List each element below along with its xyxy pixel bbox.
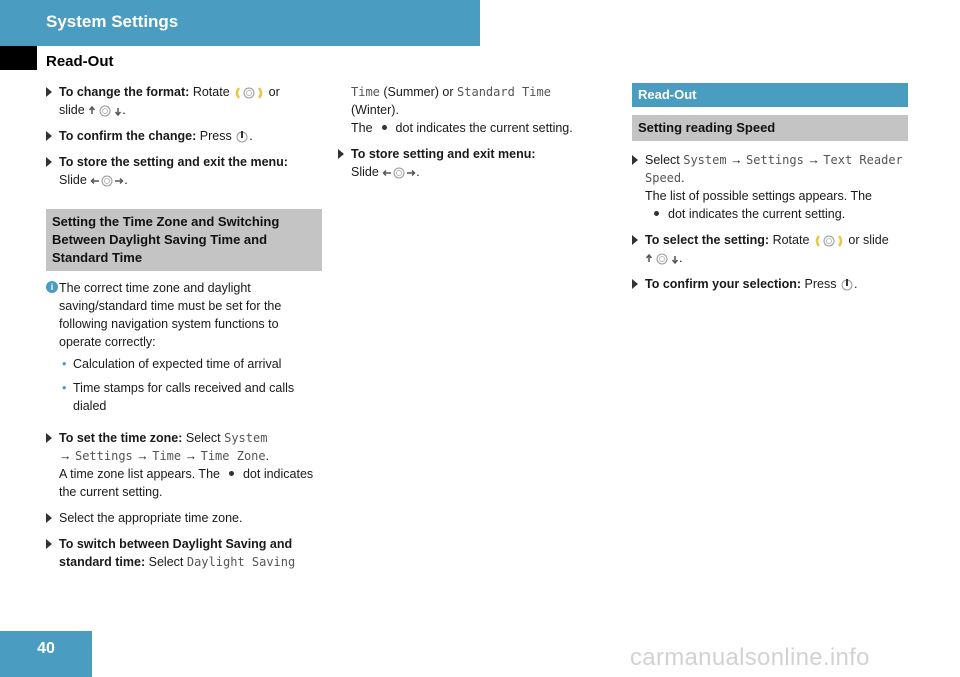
- info-icon: i: [46, 281, 58, 293]
- bullet-dot-icon: [654, 211, 659, 216]
- step-arrow-icon: [338, 149, 344, 159]
- column-left: [46, 83, 322, 579]
- step-switch-daylight: To switch between Daylight Saving and standard time: Select Daylight Saving: [46, 535, 322, 571]
- bullet-dot-icon: [229, 471, 234, 476]
- section-marker: [0, 46, 37, 70]
- step-arrow-icon: [632, 235, 638, 245]
- step-select-setting: To select the setting: Rotate or slide .: [632, 231, 908, 267]
- daylight-options: Time (Summer) or Standard Time (Winter). The dot indicates the current setting.: [351, 85, 573, 135]
- section-title: Read-Out: [46, 53, 114, 70]
- controller-rotate-icon: [233, 86, 265, 100]
- info-note: i The correct time zone and daylight saving/standard time must be set for the following navigation system functions to operate correctly: • Calculation of expected time of arrival • Time stamps for calls received and calls dialed: [46, 279, 322, 415]
- section-heading-timezone: Setting the Time Zone and Switching Between Daylight Saving Time and Standard Time: [46, 209, 322, 271]
- controller-slide-leftright-icon: [382, 166, 416, 180]
- page-number: 40: [37, 640, 55, 657]
- step-arrow-icon: [46, 433, 52, 443]
- controller-slide-updown-icon: [88, 104, 122, 118]
- list-item: • Time stamps for calls received and calls dialed: [62, 381, 295, 413]
- bullet-dot-icon: [382, 125, 387, 130]
- reading-speed-heading: Setting reading Speed: [632, 115, 908, 141]
- step-arrow-icon: [46, 131, 52, 141]
- step-arrow-icon: [46, 87, 52, 97]
- step-select-zone: Select the appropriate time zone.: [46, 509, 322, 527]
- step-arrow-icon: [46, 513, 52, 523]
- controller-slide-leftright-icon: [90, 174, 124, 188]
- column-middle: [338, 83, 608, 189]
- list-item: • Calculation of expected time of arrival: [62, 357, 282, 371]
- step-arrow-icon: [632, 155, 638, 165]
- step-confirm-selection: To confirm your selection: Press .: [632, 275, 908, 293]
- step-arrow-icon: [632, 279, 638, 289]
- step-arrow-icon: [46, 539, 52, 549]
- step-select-speed: Select System → Settings → Text Reader Speed. The list of possible settings appears. The dot indicates the current setting.: [632, 151, 908, 223]
- controller-press-icon: [235, 130, 249, 144]
- step-store-setting: To store the setting and exit the menu: Slide .: [46, 153, 322, 189]
- step-arrow-icon: [46, 157, 52, 167]
- step-store-exit: To store setting and exit menu: Slide .: [338, 145, 608, 181]
- page-header-title: System Settings: [46, 12, 179, 31]
- step-confirm-change: To confirm the change: Press .: [46, 127, 322, 145]
- controller-slide-updown-icon: [645, 252, 679, 266]
- controller-press-icon: [840, 278, 854, 292]
- column-right: [632, 83, 908, 301]
- controller-rotate-icon: [813, 234, 845, 248]
- step-set-timezone: To set the time zone: Select System → Settings → Time → Time Zone. A time zone list appears. The dot indicates the current setting.: [46, 429, 322, 501]
- watermark: carmanualsonline.info: [630, 644, 870, 671]
- step-change-format: To change the format: Rotate or slide .: [46, 83, 322, 119]
- readout-heading: Read-Out: [632, 83, 908, 107]
